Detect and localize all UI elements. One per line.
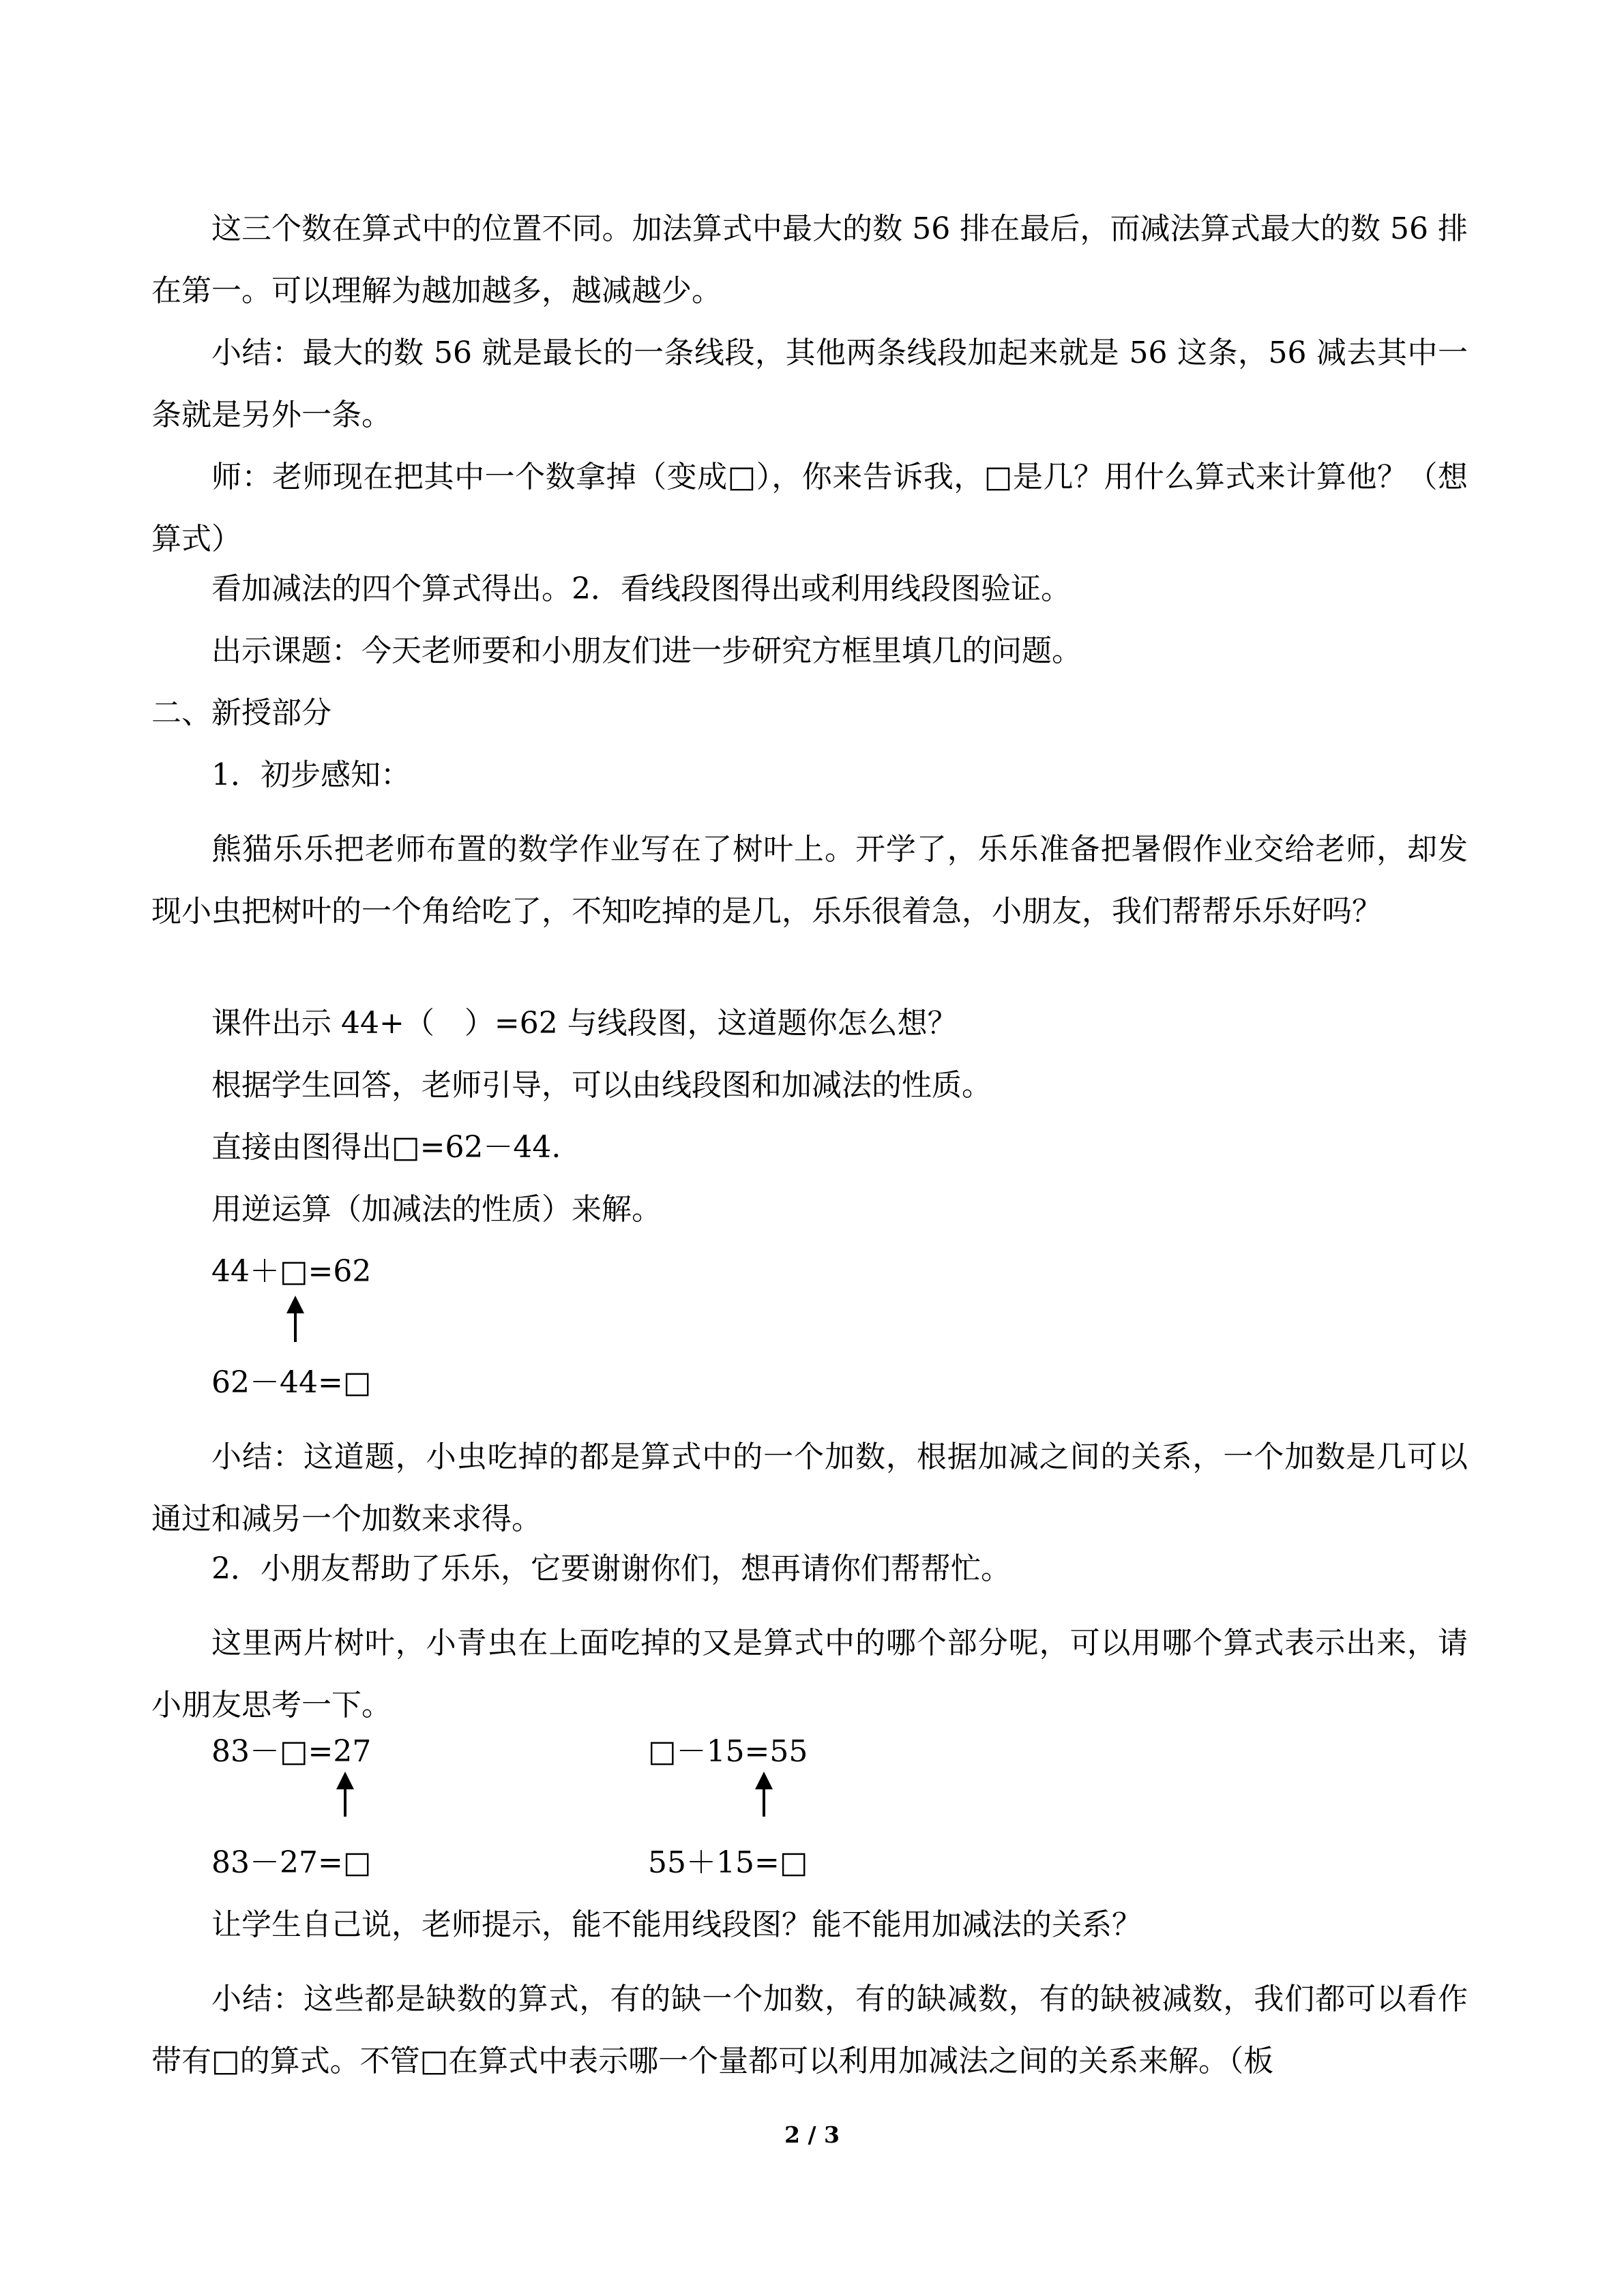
up-arrow-icon	[294, 1302, 297, 1342]
paragraph-summary-segments: 小结：最大的数 56 就是最长的一条线段，其他两条线段加起来就是 56 这条，56 减去其中一条就是另外一条。	[151, 336, 1468, 432]
paragraph-direct-from-diagram: 直接由图得出□=62－44.	[211, 1130, 561, 1165]
paragraph-panda-story: 熊猫乐乐把老师布置的数学作业写在了树叶上。开学了，乐乐准备把暑假作业交给老师，却发现小虫把树叶的一个角给吃了，不知吃掉的是几，乐乐很着急，小朋友，我们帮帮乐乐好吗？	[151, 832, 1468, 929]
paragraph-summary-addend: 小结：这道题，小虫吃掉的都是算式中的一个加数，根据加减之间的关系，一个加数是几可以通过和减另一个加数来求得。	[151, 1440, 1468, 1536]
paragraph-student-discussion: 让学生自己说，老师提示，能不能用线段图？能不能用加减法的关系？	[211, 1907, 1142, 1942]
section-heading-new-lesson: 二、新授部分	[151, 696, 331, 730]
equation-addition: 44＋□=62	[211, 1254, 372, 1289]
paragraph-inverse-operation: 用逆运算（加减法的性质）来解。	[211, 1192, 662, 1227]
equation-minuend-solution: 55＋15=□	[648, 1845, 808, 1880]
up-arrow-icon	[344, 1778, 346, 1817]
equation-subtrahend-solution: 83－27=□	[211, 1845, 372, 1880]
equation-subtraction: 62－44=□	[211, 1365, 372, 1400]
paragraph-teacher-question: 师：老师现在把其中一个数拿掉（变成□），你来告诉我，□是几？用什么算式来计算他？（想算式）	[151, 460, 1468, 556]
subheading-initial-perception: 1．初步感知：	[211, 758, 411, 792]
paragraph-show-topic: 出示课题：今天老师要和小朋友们进一步研究方框里填几的问题。	[211, 633, 1082, 668]
paragraph-summary-missing-numbers: 小结：这些都是缺数的算式，有的缺一个加数，有的缺减数，有的缺被减数，我们都可以看作带有□的算式。不管□在算式中表示哪一个量都可以利用加减法之间的关系来解。（板	[151, 1982, 1468, 2078]
equation-missing-subtrahend: 83－□=27	[211, 1734, 372, 1769]
paragraph-courseware-problem: 课件出示 44+（ ）=62 与线段图，这道题你怎么想？	[211, 1006, 958, 1041]
paragraph-four-equations: 看加减法的四个算式得出。2．看线段图得出或利用线段图验证。	[211, 571, 1071, 606]
paragraph-student-answer: 根据学生回答，老师引导，可以由线段图和加减法的性质。	[211, 1068, 992, 1103]
paragraph-two-leaves: 这里两片树叶，小青虫在上面吃掉的又是算式中的哪个部分呢，可以用哪个算式表示出来，请小朋友思考一下。	[151, 1626, 1468, 1723]
up-arrow-icon	[763, 1778, 765, 1817]
page-number: 2 / 3	[784, 2121, 840, 2148]
equation-missing-minuend: □－15=55	[648, 1734, 808, 1769]
paragraph-help-again: 2．小朋友帮助了乐乐，它要谢谢你们，想再请你们帮帮忙。	[211, 1551, 1011, 1586]
paragraph-position-comparison: 这三个数在算式中的位置不同。加法算式中最大的数 56 排在最后，而减法算式最大的数 56 排在第一。可以理解为越加越多，越减越少。	[151, 211, 1468, 308]
